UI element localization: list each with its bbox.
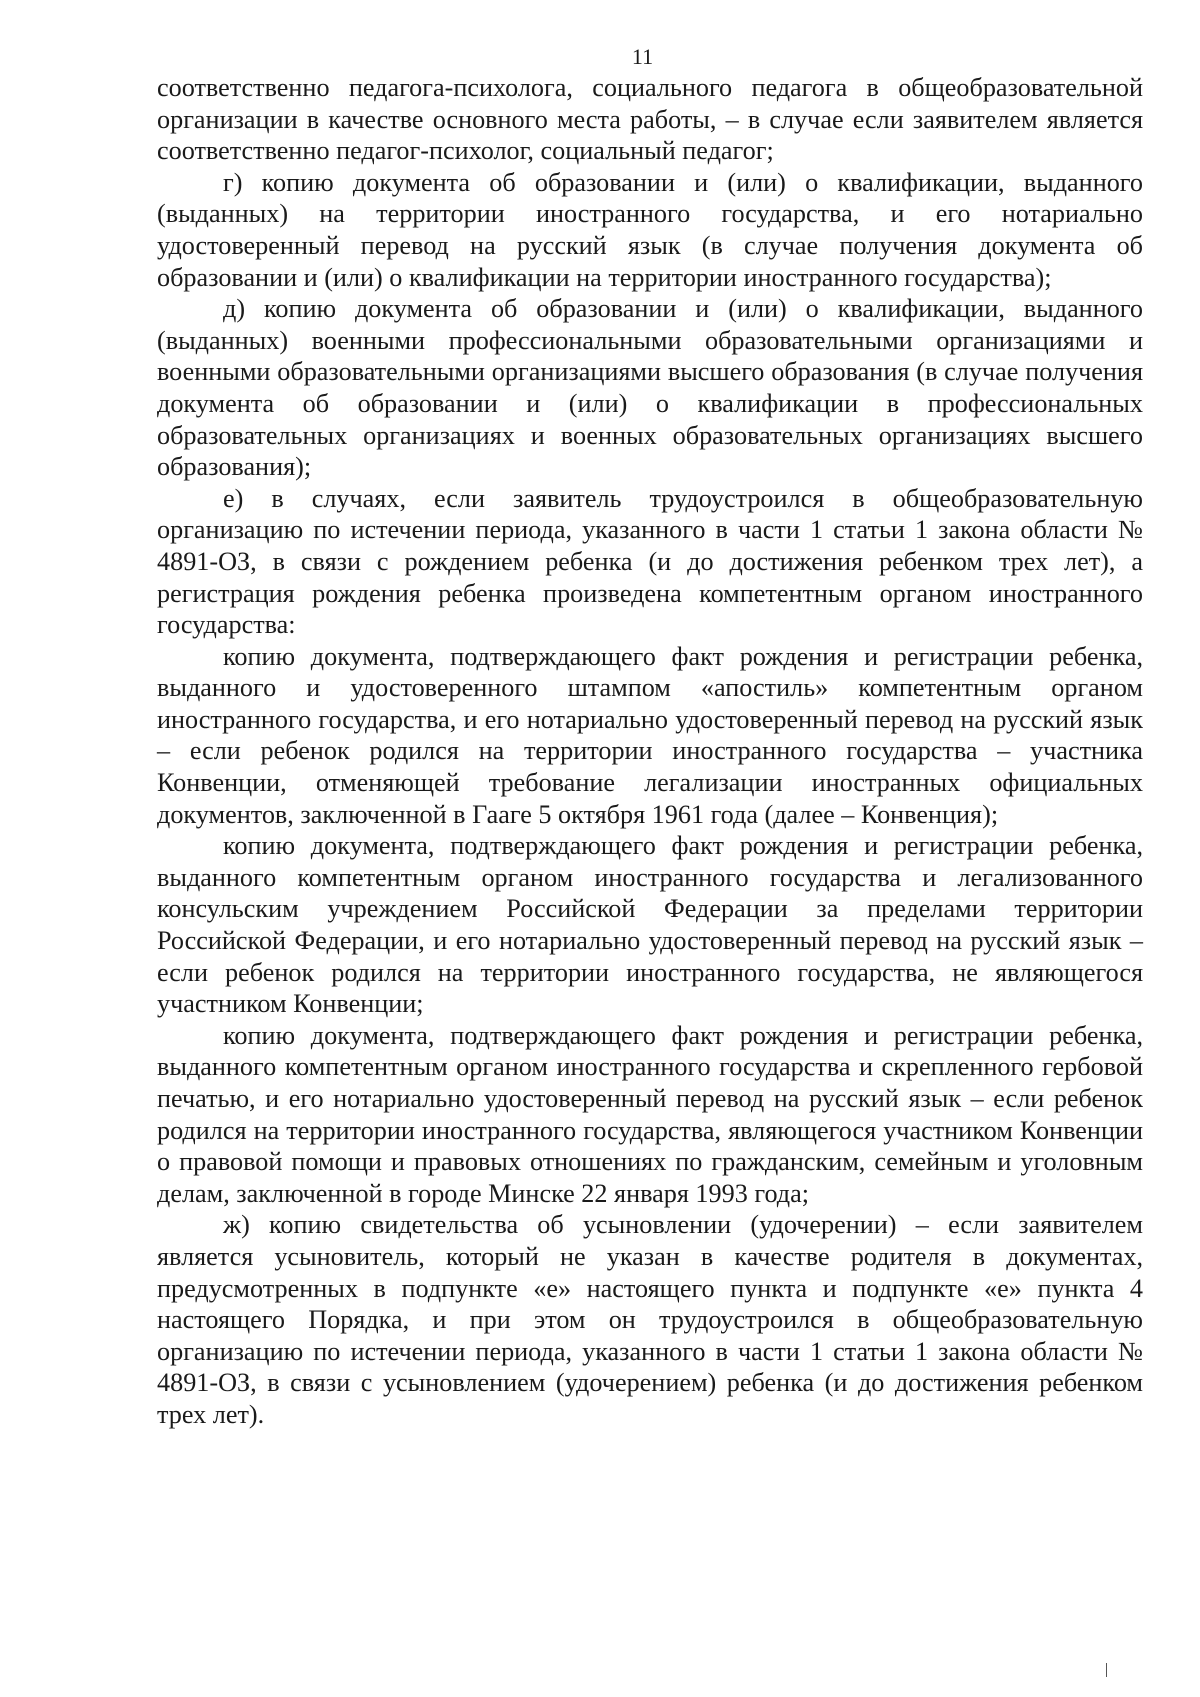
paragraph-5: копию документа, подтверждающего факт рождения и регистрации ребенка, выданного и удостоверенного штампом «апостиль» компетентным органом иностранного государства, и его нотариально удостоверенный перевод на русский язык – если ребенок родился на территории иностранного государства – участника Конвенции, отменяющей требование легализации иностранных официальных документов, заключенной в Гааге 5 октября 1961 года (далее – Конвенция); bbox=[157, 641, 1143, 829]
page-number: 11 bbox=[631, 44, 654, 69]
paragraph-4: е) в случаях, если заявитель трудоустроился в общеобразовательную организацию по истечении периода, указанного в части 1 статьи 1 закона области № 4891-ОЗ, в связи с рождением ребенка (и до достижения ребенком трех лет), а регистрация рождения ребенка произведена компетентным органом иностранного государства: bbox=[157, 483, 1143, 640]
paragraph-6: копию документа, подтверждающего факт рождения и регистрации ребенка, выданного компетентным органом иностранного государства и легализованного консульским учреждением Российской Федерации за пределами территории Российской Федерации, и его нотариально удостоверенный перевод на русский язык – если ребенок родился на территории иностранного государства, не являющегося участником Конвенции; bbox=[157, 831, 1143, 1019]
paragraph-8: ж) копию свидетельства об усыновлении (удочерении) – если заявителем является усыновитель, который не указан в качестве родителя в документах, предусмотренных в подпункте «е» настоящего пункта и подпункте «е» пункта 4 настоящего Порядка, и при этом он трудоустроился в общеобразовательную организацию по истечении периода, указанного в части 1 статьи 1 закона области № 4891-ОЗ, в связи с усыновлением (удочерением) ребенка (и до достижения ребенком трех лет). bbox=[157, 1210, 1143, 1429]
paragraph-2: г) копию документа об образовании и (или) о квалификации, выданного (выданных) на территории иностранного государства, и его нотариально удостоверенный перевод на русский язык (в случае получения документа об образовании и (или) о квалификации на территории иностранного государства); bbox=[157, 167, 1143, 292]
document-body bbox=[157, 72, 1143, 1431]
scan-mark bbox=[1106, 1663, 1107, 1677]
paragraph-1: соответственно педагога-психолога, социального педагога в общеобразовательной организации в качестве основного места работы, – в случае если заявителем является соответственно педагог-психолог, социальный педагог; bbox=[157, 73, 1143, 166]
paragraph-7: копию документа, подтверждающего факт рождения и регистрации ребенка, выданного компетентным органом иностранного государства и скрепленного гербовой печатью, и его нотариально удостоверенный перевод на русский язык – если ребенок родился на территории иностранного государства, являющегося участником Конвенции о правовой помощи и правовых отношениях по гражданским, семейным и уголовным делам, заключенной в городе Минске 22 января 1993 года; bbox=[157, 1020, 1143, 1208]
paragraph-3: д) копию документа об образовании и (или) о квалификации, выданного (выданных) военными профессиональными образовательными организациями и военными образовательными организациями высшего образования (в случае получения документа об образовании и (или) о квалификации в профессиональных образовательных организациях и военных образовательных организациях высшего образования); bbox=[157, 294, 1143, 482]
